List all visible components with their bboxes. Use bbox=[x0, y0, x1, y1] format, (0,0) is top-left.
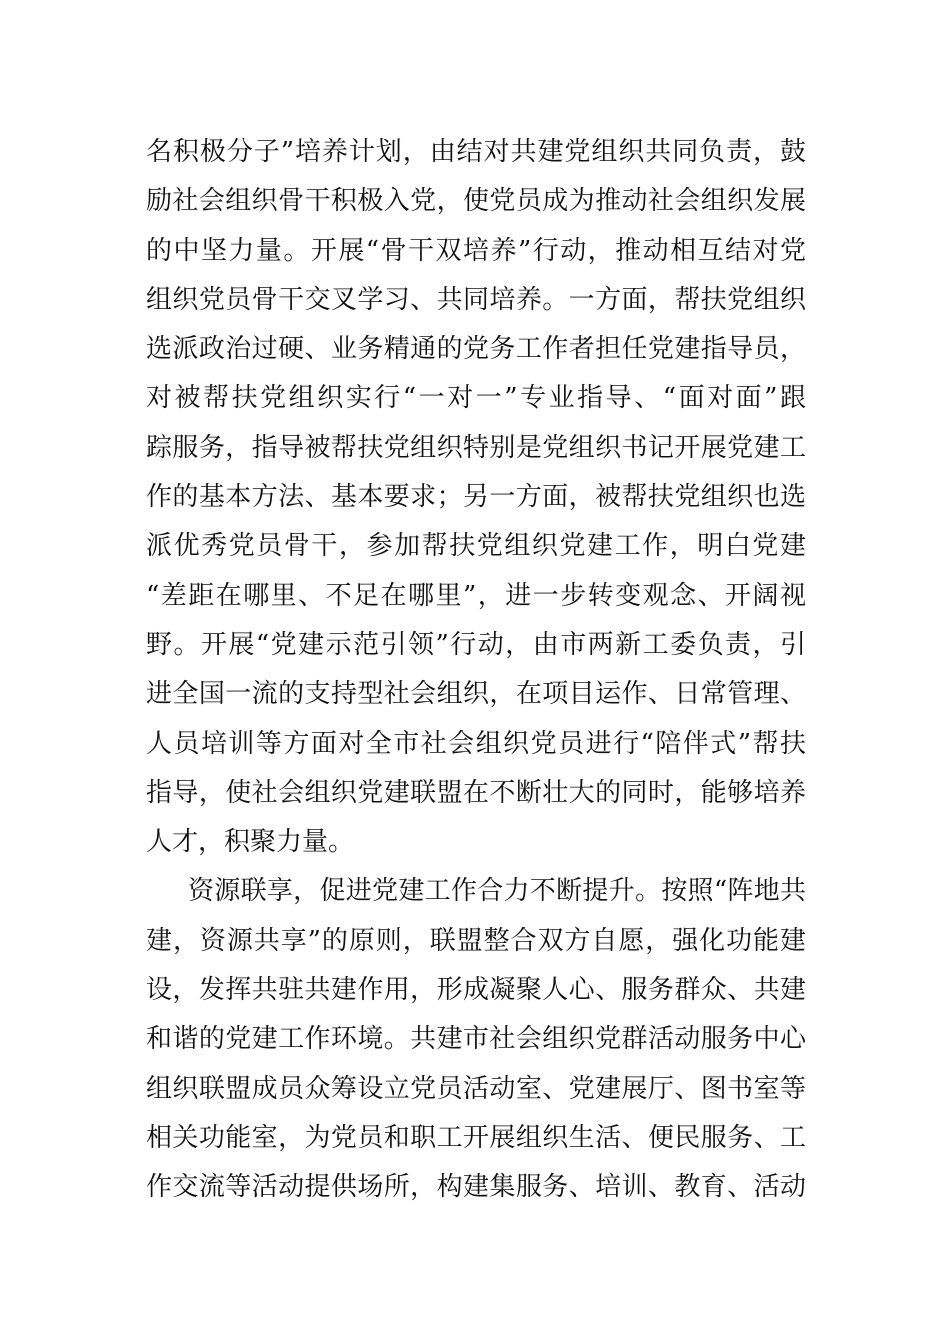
text-line: 组织党员骨干交叉学习、共同培养。一方面，帮扶党组织 bbox=[146, 284, 806, 315]
text-line: 和谐的党建工作环境。共建市社会组织党群活动服务中心 bbox=[146, 1024, 806, 1055]
text-line: 对被帮扶党组织实行“一对一”专业指导、“面对面”跟 bbox=[146, 383, 806, 414]
text-line: 设，发挥共驻共建作用，形成凝聚人心、服务群众、共建 bbox=[146, 975, 806, 1006]
document-body bbox=[146, 128, 806, 1213]
text-line: 建，资源共享”的原则，联盟整合双方自愿，强化功能建 bbox=[146, 925, 806, 956]
paragraph-1 bbox=[146, 128, 806, 867]
text-line: 进全国一流的支持型社会组织，在项目运作、日常管理、 bbox=[146, 679, 806, 710]
text-line: 人才，积聚力量。 bbox=[146, 827, 355, 858]
text-line: 资源联享，促进党建工作合力不断提升。按照“阵地共 bbox=[188, 876, 806, 907]
text-line: 野。开展“党建示范引领”行动，由市两新工委负责，引 bbox=[146, 629, 806, 660]
text-line: 踪服务，指导被帮扶党组织特别是党组织书记开展党建工 bbox=[146, 432, 806, 463]
text-line: 指导，使社会组织党建联盟在不断壮大的同时，能够培养 bbox=[146, 777, 806, 808]
paragraph-2 bbox=[146, 867, 806, 1212]
text-line: 作交流等活动提供场所，构建集服务、培训、教育、活动 bbox=[146, 1172, 806, 1203]
text-line: “差距在哪里、不足在哪里”，进一步转变观念、开阔视 bbox=[146, 580, 806, 611]
text-line: 名积极分子”培养计划，由结对共建党组织共同负责，鼓 bbox=[146, 137, 806, 167]
text-line: 作的基本方法、基本要求；另一方面，被帮扶党组织也选 bbox=[146, 482, 806, 513]
text-line: 相关功能室，为党员和职工开展组织生活、便民服务、工 bbox=[146, 1122, 806, 1153]
text-line: 组织联盟成员众筹设立党员活动室、党建展厅、图书室等 bbox=[146, 1073, 806, 1104]
text-line: 的中坚力量。开展“骨干双培养”行动，推动相互结对党 bbox=[146, 235, 806, 266]
text-line: 选派政治过硬、业务精通的党务工作者担任党建指导员， bbox=[146, 334, 806, 365]
text-line: 派优秀党员骨干，参加帮扶党组织党建工作，明白党建 bbox=[146, 531, 806, 562]
text-line: 人员培训等方面对全市社会组织党员进行“陪伴式”帮扶 bbox=[146, 728, 806, 759]
text-line: 励社会组织骨干积极入党，使党员成为推动社会组织发展 bbox=[146, 186, 806, 217]
